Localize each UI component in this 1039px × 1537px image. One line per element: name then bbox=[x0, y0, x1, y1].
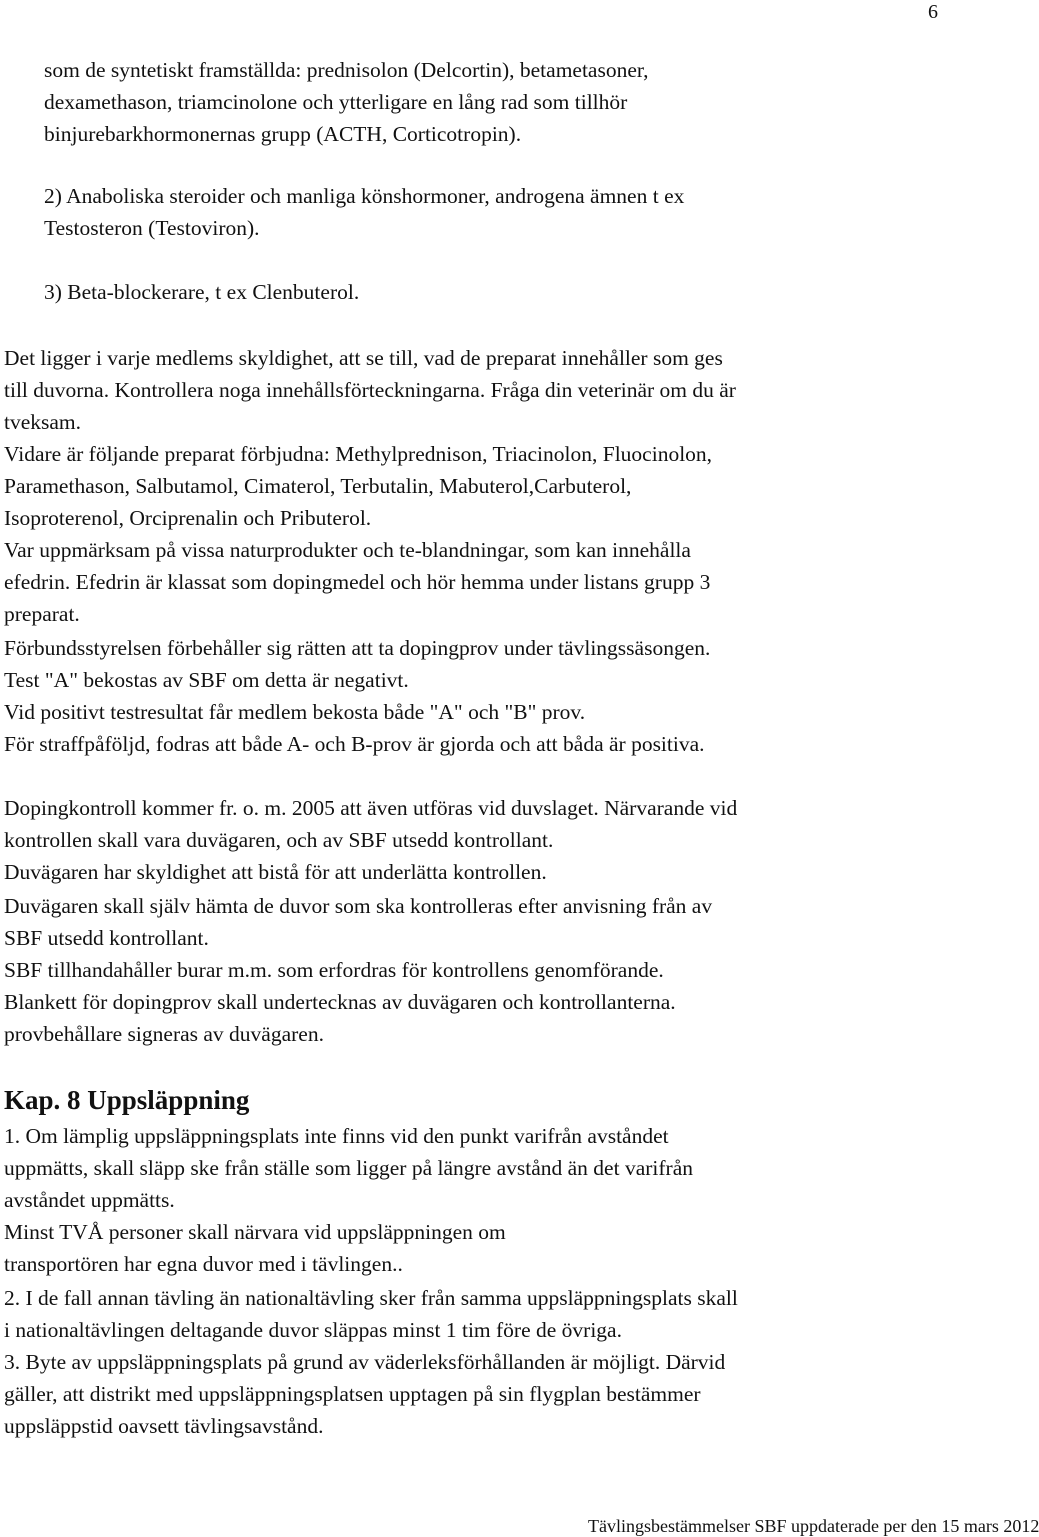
paragraph-duty-line: tveksam. bbox=[4, 410, 82, 434]
paragraph-banned-line: För straffpåföljd, fodras att både A- och B-prov är gjorda och att båda är positiva. bbox=[4, 732, 705, 756]
list-item-2: Testosteron (Testoviron). bbox=[44, 216, 260, 240]
paragraph-banned-line: Isoproterenol, Orciprenalin och Pributerol. bbox=[4, 506, 372, 530]
paragraph-control-line: SBF utsedd kontrollant. bbox=[4, 926, 209, 950]
paragraph-control-line: Blankett för dopingprov skall undertecknas av duvägaren och kontrollanterna. bbox=[4, 990, 676, 1014]
chapter-line: 1. Om lämplig uppsläppningsplats inte finns vid den punkt varifrån avståndet bbox=[4, 1124, 669, 1148]
chapter-line: uppsläppstid oavsett tävlingsavstånd. bbox=[4, 1414, 324, 1438]
paragraph-duty-line: till duvorna. Kontrollera noga innehållsförteckningarna. Fråga din veterinär om du är bbox=[4, 378, 736, 402]
paragraph-control-line: provbehållare signeras av duvägaren. bbox=[4, 1022, 324, 1046]
chapter-line: avståndet uppmätts. bbox=[4, 1188, 175, 1212]
paragraph-banned-line: Förbundsstyrelsen förbehåller sig rätten att ta dopingprov under tävlingssäsongen. bbox=[4, 636, 711, 660]
chapter-line: i nationaltävlingen deltagande duvor släppas minst 1 tim före de övriga. bbox=[4, 1318, 622, 1342]
paragraph-control-line: Duvägaren har skyldighet att bistå för att underlätta kontrollen. bbox=[4, 860, 547, 884]
chapter-line: 2. I de fall annan tävling än nationaltävling sker från samma uppsläppningsplats skall bbox=[4, 1286, 738, 1310]
chapter-line: uppmätts, skall släpp ske från ställe som ligger på längre avstånd än det varifrån bbox=[4, 1156, 693, 1180]
intro-line: dexamethason, triamcinolone och ytterligare en lång rad som tillhör bbox=[44, 90, 628, 114]
intro-line: binjurebarkhormonernas grupp (ACTH, Corticotropin). bbox=[44, 122, 522, 146]
paragraph-duty-line: Det ligger i varje medlems skyldighet, att se till, vad de preparat innehåller som ges bbox=[4, 346, 723, 370]
page-number: 6 bbox=[928, 1, 938, 23]
paragraph-control-line: SBF tillhandahåller burar m.m. som erfordras för kontrollens genomförande. bbox=[4, 958, 664, 982]
chapter-line: Minst TVÅ personer skall närvara vid uppsläppningen om bbox=[4, 1220, 506, 1244]
paragraph-control-line: Dopingkontroll kommer fr. o. m. 2005 att även utföras vid duvslaget. Närvarande vid bbox=[4, 796, 738, 820]
paragraph-banned-line: Vidare är följande preparat förbjudna: Methylprednison, Triacinolon, Fluocinolon, bbox=[4, 442, 713, 466]
list-item-3: 3) Beta-blockerare, t ex Clenbuterol. bbox=[44, 280, 360, 304]
paragraph-banned-line: Test "A" bekostas av SBF om detta är negativt. bbox=[4, 668, 409, 692]
chapter-line: transportören har egna duvor med i tävlingen.. bbox=[4, 1252, 403, 1276]
list-item-2: 2) Anaboliska steroider och manliga könshormoner, androgena ämnen t ex bbox=[44, 184, 685, 208]
page-footer: Tävlingsbestämmelser SBF uppdaterade per den 15 mars 2012 bbox=[588, 1516, 1039, 1536]
chapter-line: gäller, att distrikt med uppsläppningsplatsen upptagen på sin flygplan bestämmer bbox=[4, 1382, 701, 1406]
paragraph-control-line: Duvägaren skall själv hämta de duvor som ska kontrolleras efter anvisning från av bbox=[4, 894, 713, 918]
intro-line: som de syntetiskt framställda: prednisolon (Delcortin), betametasoner, bbox=[44, 58, 649, 82]
paragraph-banned-line: Paramethason, Salbutamol, Cimaterol, Terbutalin, Mabuterol,Carbuterol, bbox=[4, 474, 632, 498]
paragraph-control-line: kontrollen skall vara duvägaren, och av SBF utsedd kontrollant. bbox=[4, 828, 554, 852]
paragraph-banned-line: efedrin. Efedrin är klassat som dopingmedel och hör hemma under listans grupp 3 bbox=[4, 570, 711, 594]
chapter-heading: Kap. 8 Uppsläppning bbox=[4, 1085, 250, 1115]
paragraph-banned-line: preparat. bbox=[4, 602, 80, 626]
paragraph-banned-line: Var uppmärksam på vissa naturprodukter och te-blandningar, som kan innehålla bbox=[4, 538, 691, 562]
chapter-line: 3. Byte av uppsläppningsplats på grund av väderleksförhållanden är möjligt. Därvid bbox=[4, 1350, 726, 1374]
paragraph-banned-line: Vid positivt testresultat får medlem bekosta både "A" och "B" prov. bbox=[4, 700, 586, 724]
